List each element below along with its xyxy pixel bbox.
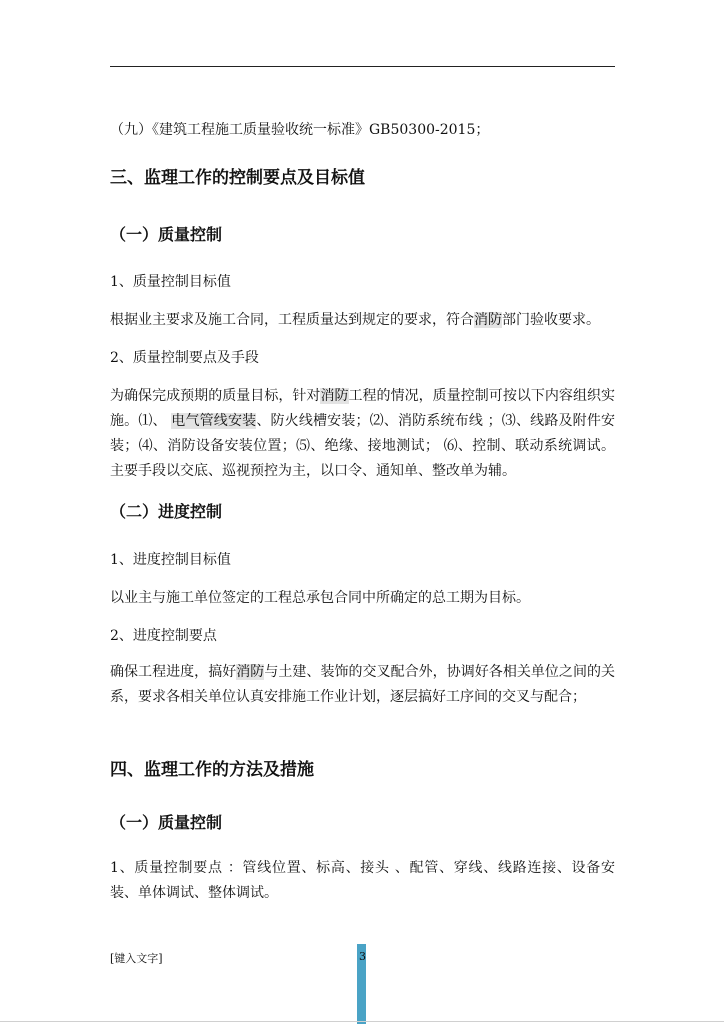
quality-target-label: 1、质量控制目标值 <box>110 274 231 290</box>
footer-placeholder-text[interactable]: [键入文字] <box>110 952 163 965</box>
text-run: 部门验收要求。 <box>502 312 600 328</box>
page-number: 3 <box>359 950 366 963</box>
section-4-quality-points: 1、质量控制要点 ：管线位置、标高、接头 、配管、穿线、线路连接、设备安装、单体调试、整体调试。 <box>110 860 615 901</box>
page-bottom-edge <box>0 1021 724 1022</box>
section-3-progress-heading: （二）进度控制 <box>110 502 223 521</box>
quality-points-text <box>110 384 615 484</box>
highlighted-term: 电气管线安装 <box>171 413 257 429</box>
section-3-quality-heading: （一）质量控制 <box>110 225 223 244</box>
progress-points-text <box>110 660 615 710</box>
reference-item-9: （九）《建筑工程施工质量验收统一标准》GB50300-2015； <box>110 122 490 138</box>
text-run: 根据业主要求及施工合同，工程质量达到规定的要求，符合 <box>110 312 474 328</box>
highlighted-term: 消防 <box>236 664 265 680</box>
text-run: 为确保完成预期的质量目标，针对 <box>110 388 321 404</box>
highlighted-term: 消防 <box>320 388 349 404</box>
text-run: 、防火线槽安装；⑵、消防系统布线 ；⑶、线路及附件安装；⑷、消防设备安装位置；⑸、绝缘、接地测试； ⑹、控制、联动系统调试。主要手段以交底、巡视预控为主，以口令、通知单、整改单为辅。 <box>110 413 615 479</box>
section-4-heading: 四、监理工作的方法及措施 <box>110 760 314 780</box>
header-rule <box>110 66 615 67</box>
progress-target-text: 以业主与施工单位签定的工程总承包合同中所确定的总工期为目标。 <box>110 590 530 606</box>
text-run: 工程的情况，质量控制可按以下内容组织实施。⑴、 <box>110 388 616 429</box>
section-3-heading: 三、监理工作的控制要点及目标值 <box>110 168 365 188</box>
text-run: 与土建、装饰的交叉配合外，协调好各相关单位之间的关系，要求各相关单位认真安排施工作业计划，逐层搞好工序间的交叉与配合； <box>110 664 616 705</box>
progress-points-label: 2、进度控制要点 <box>110 628 217 644</box>
section-4-quality-heading: （一）质量控制 <box>110 813 223 832</box>
quality-points-label: 2、质量控制要点及手段 <box>110 350 259 366</box>
highlighted-term: 消防 <box>474 312 502 328</box>
quality-target-text <box>110 308 615 333</box>
text-run: 确保工程进度，搞好 <box>110 664 237 680</box>
progress-target-label: 1、进度控制目标值 <box>110 552 231 568</box>
